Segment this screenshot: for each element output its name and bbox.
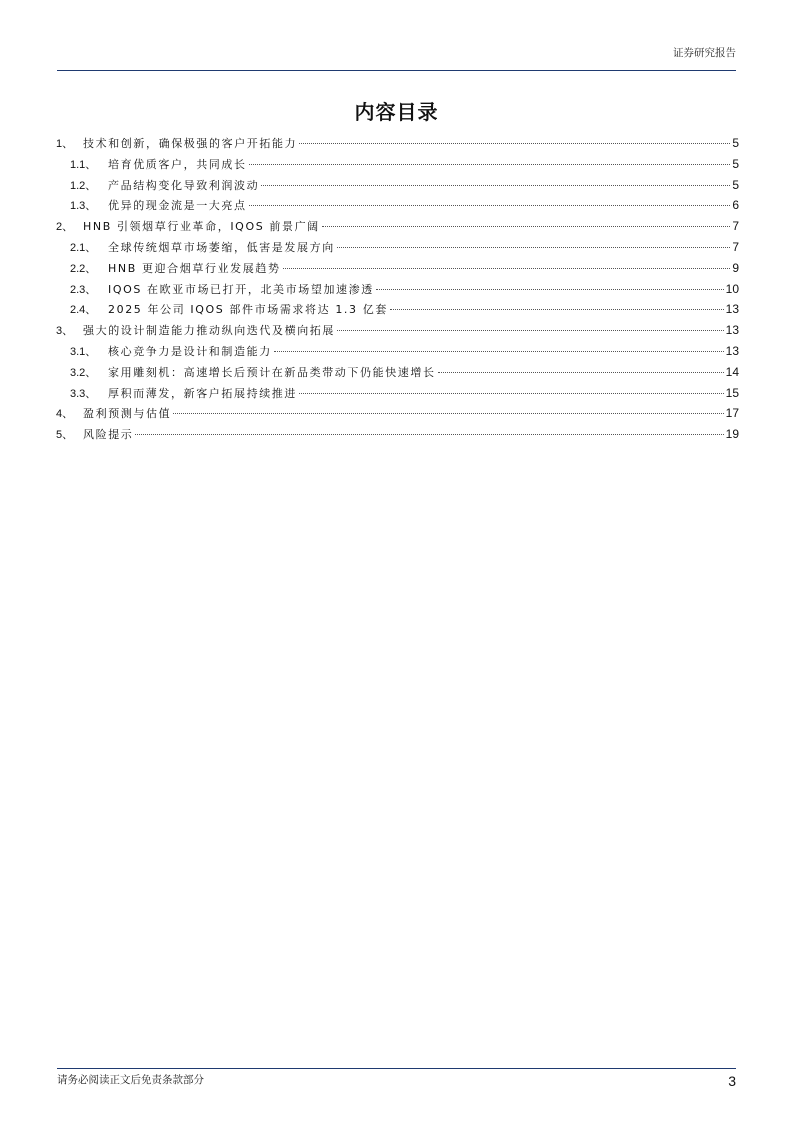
toc-entry-number: 2.2、 <box>70 262 97 275</box>
toc-entry-page: 13 <box>725 343 739 358</box>
toc-entry-number: 3.1、 <box>70 345 97 358</box>
toc-entry-page: 14 <box>725 364 739 379</box>
toc-entry-title: IQOS 在欧亚市场已打开，北美市场望加速渗透 <box>108 282 374 296</box>
toc-entry-title: 风险提示 <box>83 428 134 442</box>
toc-entry-number: 1.1、 <box>70 158 97 171</box>
toc-entry[interactable] <box>56 299 739 320</box>
toc-entry[interactable] <box>56 341 739 362</box>
toc-entry-page: 17 <box>725 406 739 421</box>
toc-dot-leader <box>173 413 723 414</box>
toc-entry-number: 3.3、 <box>70 387 97 400</box>
toc-entry[interactable] <box>56 195 739 216</box>
toc-entry-title: 强大的设计制造能力推动纵向迭代及横向拓展 <box>83 324 335 338</box>
toc-dot-leader <box>299 143 730 144</box>
toc-entry-title: 产品结构变化导致利润波动 <box>108 178 260 192</box>
table-of-contents <box>56 133 739 445</box>
toc-entry-number: 5、 <box>56 429 74 442</box>
toc-entry-title: 优异的现金流是一大亮点 <box>108 199 247 213</box>
toc-entry-number: 2.3、 <box>70 283 97 296</box>
toc-entry-title: 核心竞争力是设计和制造能力 <box>108 344 272 358</box>
toc-entry[interactable] <box>56 175 739 196</box>
toc-entry-page: 15 <box>725 385 739 400</box>
report-type-label: 证券研究报告 <box>673 47 736 59</box>
toc-dot-leader <box>135 434 723 435</box>
page-number: 3 <box>728 1073 736 1089</box>
toc-dot-leader <box>337 247 731 248</box>
toc-dot-leader <box>283 268 731 269</box>
toc-dot-leader <box>438 372 724 373</box>
toc-entry-page: 9 <box>732 260 739 275</box>
toc-entry-page: 5 <box>732 156 739 171</box>
toc-entry-title: 盈利预测与估值 <box>83 407 172 421</box>
toc-entry-number: 3、 <box>56 325 74 338</box>
toc-entry[interactable] <box>56 216 739 237</box>
toc-entry-page: 7 <box>732 239 739 254</box>
toc-entry[interactable] <box>56 424 739 445</box>
toc-dot-leader <box>337 330 724 331</box>
toc-entry-number: 1、 <box>56 138 74 150</box>
toc-entry[interactable] <box>56 279 739 300</box>
toc-entry-title: HNB 引领烟草行业革命，IQOS 前景广阔 <box>83 220 320 234</box>
toc-entry-page: 6 <box>732 198 739 213</box>
toc-entry[interactable] <box>56 133 739 154</box>
toc-entry-page: 5 <box>732 177 739 192</box>
toc-entry-title: HNB 更迎合烟草行业发展趋势 <box>108 261 281 275</box>
toc-entry-number: 2.1、 <box>70 241 97 254</box>
toc-dot-leader <box>261 185 730 186</box>
toc-dot-leader <box>390 309 724 310</box>
toc-entry-title: 家用雕刻机：高速增长后预计在新品类带动下仍能快速增长 <box>108 365 436 379</box>
toc-entry[interactable] <box>56 237 739 258</box>
toc-entry-page: 13 <box>725 323 739 338</box>
toc-entry-page: 13 <box>725 302 739 317</box>
toc-dot-leader <box>299 393 724 394</box>
toc-entry-page: 5 <box>732 136 739 150</box>
header-divider <box>57 70 736 71</box>
toc-entry[interactable] <box>56 154 739 175</box>
toc-entry-number: 3.2、 <box>70 366 97 379</box>
toc-title: 内容目录 <box>354 100 439 124</box>
toc-entry-page: 7 <box>732 219 739 234</box>
toc-entry-number: 1.2、 <box>70 179 97 192</box>
toc-dot-leader <box>322 226 731 227</box>
toc-entry[interactable] <box>56 362 739 383</box>
toc-entry-number: 2.4、 <box>70 304 97 317</box>
toc-entry-number: 1.3、 <box>70 200 97 213</box>
toc-dot-leader <box>249 205 731 206</box>
toc-entry-number: 2、 <box>56 221 74 234</box>
toc-entry[interactable] <box>56 383 739 404</box>
toc-dot-leader <box>249 164 731 165</box>
footer-disclaimer: 请务必阅读正文后免责条款部分 <box>57 1074 204 1086</box>
toc-entry-page: 19 <box>725 427 739 442</box>
toc-entry-title: 技术和创新，确保极强的客户开拓能力 <box>83 137 298 150</box>
toc-entry[interactable] <box>56 258 739 279</box>
toc-dot-leader <box>274 351 724 352</box>
toc-entry-title: 2025 年公司 IQOS 部件市场需求将达 1.3 亿套 <box>108 303 388 317</box>
toc-entry-page: 10 <box>725 281 739 296</box>
toc-entry-title: 厚积而薄发，新客户拓展持续推进 <box>108 386 297 400</box>
toc-entry[interactable] <box>56 403 739 424</box>
toc-entry[interactable] <box>56 320 739 341</box>
toc-dot-leader <box>376 289 724 290</box>
toc-entry-number: 4、 <box>56 408 74 421</box>
toc-entry-title: 培育优质客户，共同成长 <box>108 157 247 171</box>
footer-divider <box>57 1068 736 1069</box>
toc-entry-title: 全球传统烟草市场萎缩，低害是发展方向 <box>108 240 335 254</box>
